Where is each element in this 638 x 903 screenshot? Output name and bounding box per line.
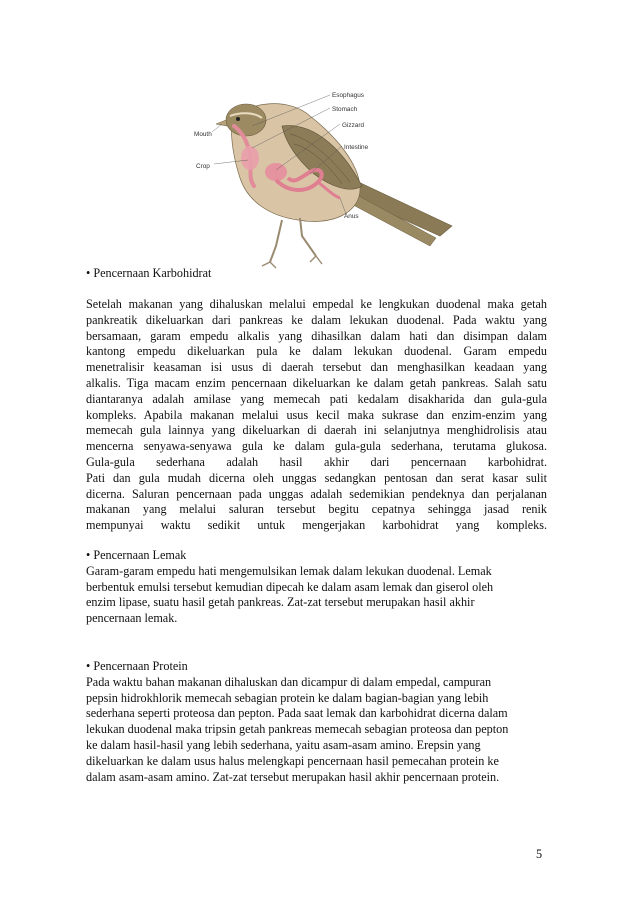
paragraph-line: bersamaan, garam empedu alkalis yang dihasilkan dalam hati dan disimpan dalam [86, 328, 547, 343]
bird-digestive-system-figure [190, 86, 465, 272]
paragraph-line: Pada waktu bahan makanan dihaluskan dan dicampur di dalam empedal, campuran [86, 674, 492, 689]
paragraph-line: Gula-gula sederhana adalah hasil akhir dari pencernaan karbohidrat. [86, 454, 547, 469]
label-crop: Crop [196, 163, 210, 170]
section-heading: • Pencernaan Protein [86, 659, 188, 673]
paragraph-line: dicerna. Saluran pencernaan pada unggas adalah sedemikian pendeknya dan perjalanan [86, 486, 547, 501]
section-heading: • Pencernaan Lemak [86, 548, 187, 562]
page-number: 5 [536, 847, 543, 861]
label-stomach: Stomach [332, 106, 358, 113]
paragraph-line: Pati dan gula mudah dicerna oleh unggas sedangkan pentosan dan serat kasar sulit [86, 470, 547, 485]
label-gizzard: Gizzard [342, 122, 365, 129]
paragraph-line: enzim lipase, suatu hasil getah pankreas. Zat-zat tersebut merupakan hasil akhir [86, 595, 475, 610]
section-protein [86, 659, 547, 785]
section-karbohidrat-body [86, 297, 547, 534]
paragraph-line: Setelah makanan yang dihaluskan melalui empedal ke lengkukan duodenal maka getah [86, 297, 547, 311]
paragraph-line: berbentuk emulsi tersebut kemudian dipecah ke dalam asam lemak dan giserol oleh [86, 579, 494, 594]
section-heading: • Pencernaan Karbohidrat [86, 266, 212, 280]
paragraph-line: lekukan duodenal maka tripsin getah pankreas memecah sebagian proteosa dan pepton [86, 722, 509, 737]
paragraph-line: Garam-garam empedu hati mengemulsikan lemak dalam lekukan duodenal. Lemak [86, 563, 492, 578]
paragraph-line: kantong empedu dikeluarkan pula ke dalam lekukan duodenal. Garam empedu [86, 344, 547, 359]
paragraph-line: sederhana seperti proteosa dan pepton. Pada saat lemak dan karbohidrat dicerna dalam [86, 706, 508, 721]
paragraph-line: diantaranya adalah amilase yang memecah pati kedalam disakharida dan gula-gula [86, 391, 547, 406]
label-intestine: Intestine [344, 144, 369, 151]
paragraph-line: pencernaan lemak. [86, 611, 178, 626]
paragraph-line: dikeluarkan ke dalam usus halus melengkapi pencernaan hasil pemecahan protein ke [86, 753, 499, 768]
paragraph-line: menetralisir keasaman isi usus di daerah tersebut dan menghasilkan keadaan yang [86, 360, 547, 375]
paragraph-line: ke dalam hasil-hasil yang lebih sederhana, yaitu asam-asam amino. Erepsin yang [86, 737, 481, 752]
paragraph-line: kompleks. Apabila makanan melalui usus kecil maka sukrase dan enzim-enzim yang [86, 407, 547, 422]
label-anus: Anus [344, 213, 359, 220]
label-esophagus: Esophagus [332, 92, 364, 99]
paragraph-line: mempunyai waktu sedikit untuk mengerjakan karbohidrat yang kompleks. [86, 518, 547, 533]
paragraph-line: pepsin hidrokhlorik memecah sebagian protein ke dalam bagian-bagian yang lebih [86, 690, 489, 705]
paragraph-line: dalam asam-asam amino. Zat-zat tersebut merupakan hasil akhir pencernaan protein. [86, 769, 500, 784]
paragraph-line: makanan yang melalui saluran tersebut begitu cepatnya sehingga jasad renik [86, 502, 547, 517]
paragraph-line: pankreatik dikeluarkan dari pankreas ke dalam lekukan duodenal. Pada waktu yang [86, 312, 547, 327]
paragraph-line: alkalis. Tiga macam enzim pencernaan dikeluarkan ke dalam getah pankreas. Salah satu [86, 375, 547, 390]
section-lemak [86, 548, 547, 627]
bird-illustration [190, 86, 465, 272]
paragraph-line: memecah gula lainnya yang dikeluarkan di daerah ini selanjutnya menghidrolisis atau [86, 423, 547, 438]
paragraph-line: mencerna senyawa-senyawa gula ke dalam gula-gula sederhana, terutama glukosa. [86, 439, 547, 454]
label-mouth: Mouth [194, 131, 212, 138]
section-karbohidrat-heading-block [86, 266, 547, 282]
